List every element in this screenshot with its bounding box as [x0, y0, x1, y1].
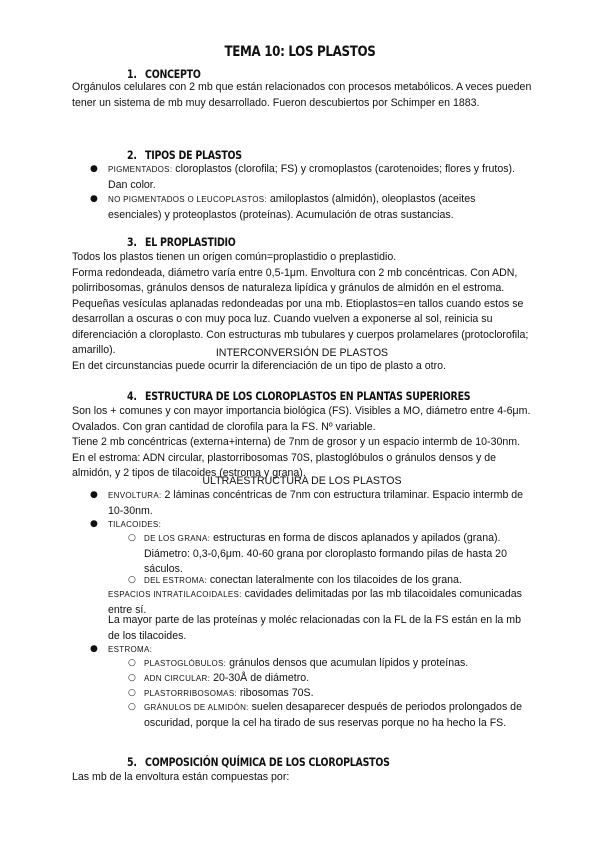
bullet-icon: ●: [90, 490, 98, 500]
section-3-text-2: En det circunstancias puede ocurrir la diferenciación de un tipo de plasto a otro.: [72, 360, 446, 372]
list-item-envoltura: [108, 488, 528, 519]
item-text: gránulos densos que acumulan lípidos y proteínas.: [226, 657, 469, 669]
sub-bullet-icon: ○: [128, 575, 136, 585]
section-title: EL PROPLASTIDIO: [145, 235, 236, 249]
section-4-text: Son los + comunes y con mayor importancia biológica (FS). Visibles a MO, diámetro entre 4-6μm. Ovalados. Con gran cantidad de clorofila para la FS. Nº variable. Tiene 2 mb concéntricas (externa+interna) de 7nm de grosor y un espacio intermb de 10-30nm. En el estroma: ADN circular, plastorribosomas 70S, plastoglóbulos o gránulos densos y de almidón, y 2 tipos de tilacoides (estroma y grana).: [72, 405, 531, 479]
section-number: 3.: [127, 235, 137, 249]
item-text: suelen desaparecer después de periodos prolongados de oscuridad, porque la cel ha tirado de sus reservas porque no ha hecho la FS.: [144, 701, 522, 729]
item-text: cavidades delimitadas por las mb tilacoidales comunicadas entre sí.: [108, 588, 522, 616]
item-text: ribosomas 70S.: [236, 687, 314, 699]
list-item-leucoplastos: [108, 192, 528, 223]
item-text: amiloplastos (almidón), oleoplastos (aceites esenciales) y proteoplastos (proteínas). Acumulación de otras sustancias.: [108, 193, 476, 221]
section-number: 2.: [127, 148, 137, 162]
item-text: estructuras en forma de discos aplanados y apilados (grana). Diámetro: 0,3-0,6μm. 40-60 grana por cloroplasto formando pilas de hasta 20 sáculos.: [144, 532, 507, 575]
bullet-icon: ●: [90, 644, 98, 654]
section-3-heading: [127, 235, 236, 249]
section-4-heading: [127, 389, 470, 403]
item-label: PLASTORRIBOSOMAS:: [144, 689, 237, 698]
item-label: GRÁNULOS DE ALMIDÓN:: [144, 703, 249, 712]
sub-bullet-icon: ○: [128, 673, 136, 683]
section-5-text: Las mb de la envoltura están compuestas por:: [72, 771, 290, 783]
item-label: PLASTOGLÓBULOS:: [144, 659, 227, 668]
section-number: 5.: [127, 755, 137, 769]
document-title: TEMA 10: LOS PLASTOS: [224, 44, 376, 60]
item-label: PIGMENTADOS:: [108, 165, 173, 174]
item-label: ADN CIRCULAR:: [144, 674, 211, 683]
section-title: ESTRUCTURA DE LOS CLOROPLASTOS EN PLANTAS SUPERIORES: [145, 389, 471, 403]
list-item-pigmentados: [108, 162, 528, 193]
bullet-icon: ●: [90, 164, 98, 174]
list-item-adn-circular: [144, 671, 544, 687]
item-text: conectan lateralmente con los tilacoides de los grana.: [206, 574, 462, 586]
item-label: DE LOS GRANA:: [144, 534, 211, 543]
section-3-text: Todos los plastos tienen un origen común=proplastidio o preplastidio. Forma redondeada, diámetro varía entre 0,5-1μm. Envoltura con 2 mb concéntricas. Con ADN, polirribosomas, gránulos densos de naturaleza lipídica y gránulos de almidón en el estroma. Pequeñas vesículas aplanadas redondeadas por una mb. Etioplastos=en tallos cuando estos se desarrollan a oscuras o con muy poca luz. Cuando vuelven a exponerse al sol, reinicia su diferenciación a cloroplasto. Con estructuras mb tubulares y cuerpos prolamelares (protoclorofila; amarillo).: [72, 251, 529, 356]
section-title: CONCEPTO: [145, 67, 201, 81]
interconversion-subheading: INTERCONVERSIÓN DE PLASTOS: [215, 347, 389, 359]
item-text: 2 láminas concéntricas de 7nm con estructura trilaminar. Espacio intermb de 10-30nm.: [108, 489, 524, 517]
section-number: 4.: [127, 389, 137, 403]
item-text: cloroplastos (clorofila; FS) y cromoplastos (carotenoides; flores y frutos). Dan color.: [108, 163, 516, 191]
ultraestructura-subheading: ULTRAESTRUCTURA DE LOS PLASTOS: [202, 475, 402, 487]
item-label: DEL ESTROMA:: [144, 576, 207, 585]
section-number: 1.: [127, 67, 137, 81]
section-title: COMPOSICIÓN QUÍMICA DE LOS CLOROPLASTOS: [145, 755, 390, 769]
sub-bullet-icon: ○: [128, 688, 136, 698]
sub-bullet-icon: ○: [128, 533, 136, 543]
section-1-text: Orgánulos celulares con 2 mb que están relacionados con procesos metabólicos. A veces pueden tener un sistema de mb muy desarrollado. Fueron descubiertos por Schimper en 1883.: [72, 81, 532, 109]
bullet-icon: ●: [90, 519, 98, 529]
item-label: ENVOLTURA:: [108, 491, 162, 500]
list-item-almidon: [144, 700, 529, 731]
section-1-heading: [127, 67, 201, 81]
list-item-plastoglobulos: [144, 656, 544, 672]
item-label: NO PIGMENTADOS O LEUCOPLASTOS:: [108, 195, 267, 204]
bullet-icon: ●: [90, 194, 98, 204]
item-text: 20-30Å de diámetro.: [210, 672, 310, 684]
list-item-grana: [144, 531, 534, 578]
sub-bullet-icon: ○: [128, 702, 136, 712]
section-2-heading: [127, 148, 242, 162]
item-label: ESPACIOS INTRATILACOIDALES:: [108, 590, 242, 599]
item-label: TILACOIDES:: [108, 520, 162, 529]
sub-bullet-icon: ○: [128, 658, 136, 668]
item-label: ESTROMA:: [108, 645, 153, 654]
mayor-parte-text: La mayor parte de las proteínas y moléc relacionadas con la FL de la FS están en la mb de los tilacoides.: [108, 614, 521, 642]
section-5-heading: [127, 755, 390, 769]
section-title: TIPOS DE PLASTOS: [145, 148, 242, 162]
